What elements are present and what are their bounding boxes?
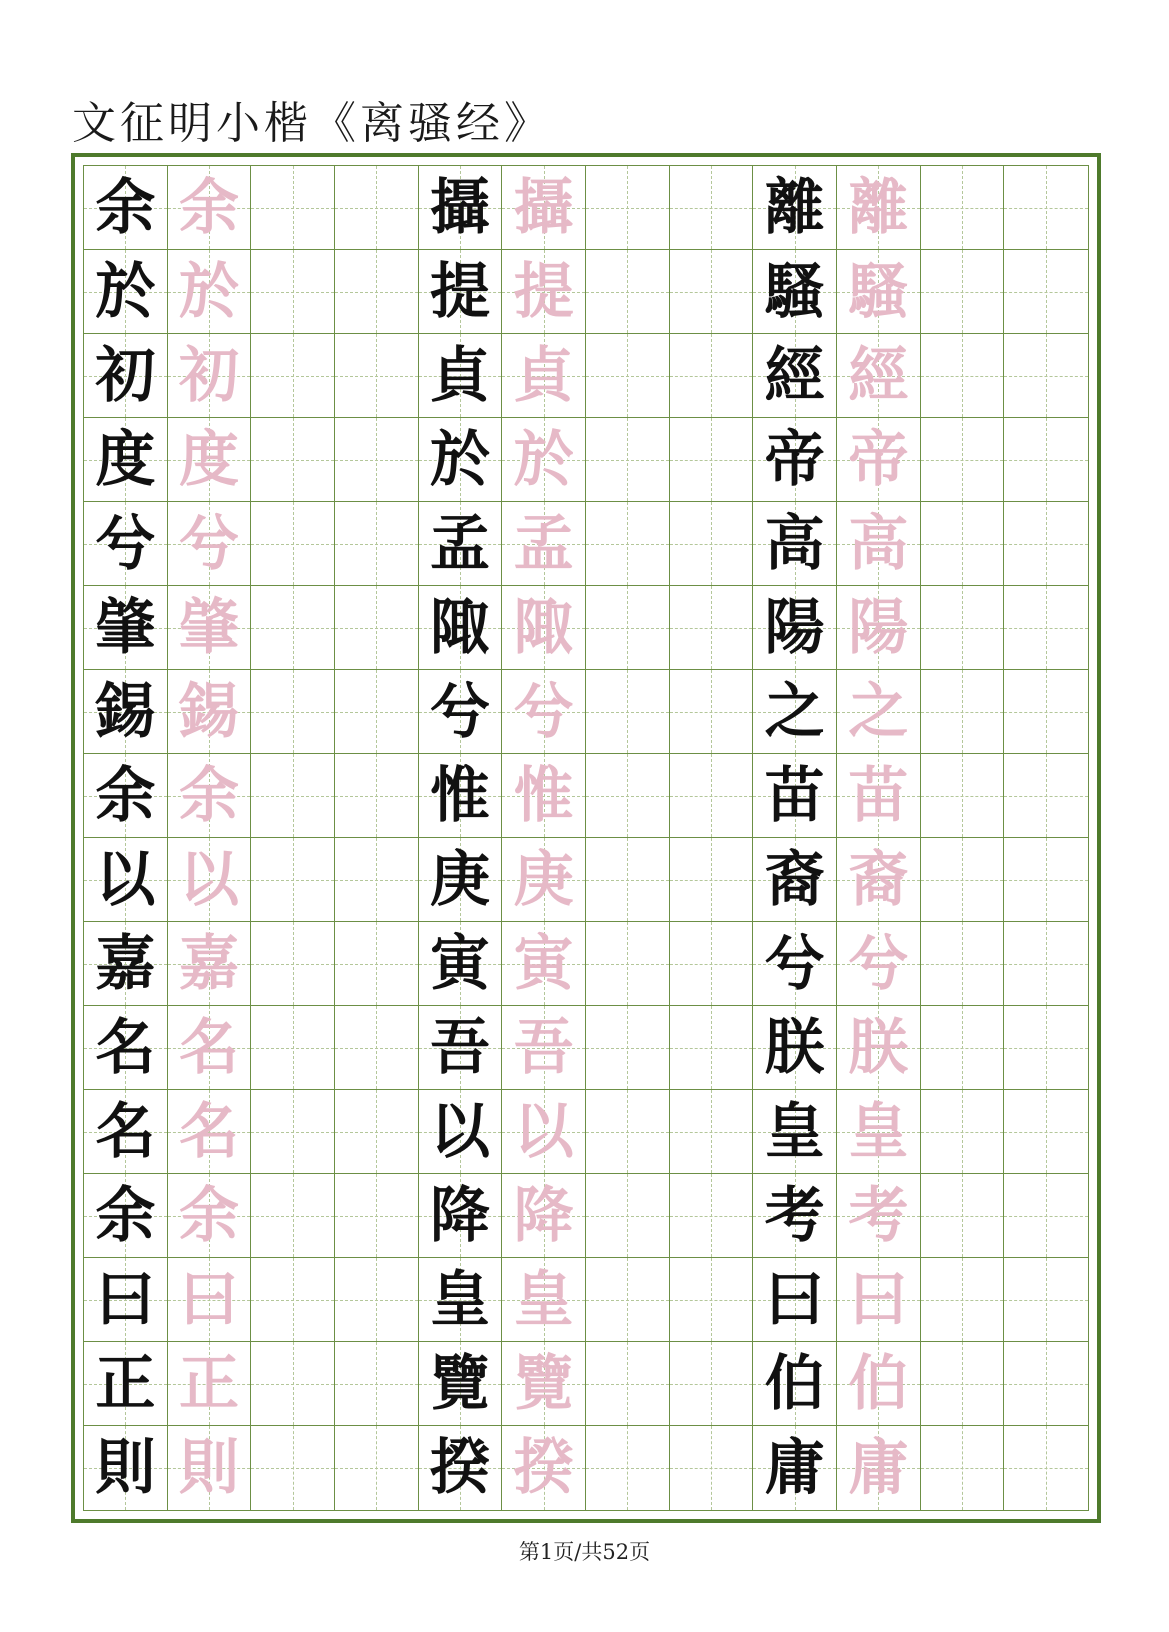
model-character: 朕 xyxy=(764,1012,825,1083)
blank-practice-cell xyxy=(335,838,419,922)
model-character-cell xyxy=(419,502,503,586)
blank-practice-cell xyxy=(335,502,419,586)
blank-practice-cell xyxy=(586,166,670,250)
blank-practice-cell xyxy=(251,1090,335,1174)
blank-practice-cell xyxy=(335,334,419,418)
model-character-cell xyxy=(753,1342,837,1426)
blank-practice-cell xyxy=(251,1006,335,1090)
tracing-character: 裔 xyxy=(848,844,909,915)
model-character: 吾 xyxy=(429,1012,490,1083)
tracing-character-cell xyxy=(837,922,921,1006)
tracing-character-cell xyxy=(502,838,586,922)
practice-grid-frame xyxy=(71,153,1101,1523)
tracing-character: 名 xyxy=(178,1096,239,1167)
tracing-character-cell xyxy=(502,1174,586,1258)
tracing-character-cell xyxy=(502,922,586,1006)
model-character-cell xyxy=(84,922,168,1006)
blank-practice-cell xyxy=(251,922,335,1006)
model-character-cell xyxy=(84,1426,168,1510)
model-character-cell xyxy=(753,586,837,670)
tracing-character-cell xyxy=(502,250,586,334)
model-character: 騷 xyxy=(764,256,825,327)
model-character: 皇 xyxy=(764,1096,825,1167)
tracing-character: 曰 xyxy=(848,1264,909,1335)
tracing-character-cell xyxy=(502,754,586,838)
blank-practice-cell xyxy=(1004,1342,1088,1426)
tracing-character-cell xyxy=(168,754,252,838)
blank-practice-cell xyxy=(251,754,335,838)
blank-practice-cell xyxy=(921,586,1005,670)
model-character-cell xyxy=(419,586,503,670)
blank-practice-cell xyxy=(670,1006,754,1090)
blank-practice-cell xyxy=(1004,418,1088,502)
model-character-cell xyxy=(753,1426,837,1510)
tracing-character-cell xyxy=(502,1258,586,1342)
tracing-character-cell xyxy=(837,838,921,922)
tracing-character-cell xyxy=(168,1006,252,1090)
tracing-character: 覽 xyxy=(513,1348,574,1419)
tracing-character-cell xyxy=(837,670,921,754)
blank-practice-cell xyxy=(1004,670,1088,754)
model-character-cell xyxy=(419,838,503,922)
tracing-character: 騷 xyxy=(848,256,909,327)
tracing-character-cell xyxy=(168,1090,252,1174)
blank-practice-cell xyxy=(335,1174,419,1258)
tracing-character-cell xyxy=(502,586,586,670)
tracing-character: 帝 xyxy=(848,424,909,495)
model-character-cell xyxy=(84,838,168,922)
tracing-character-cell xyxy=(502,1426,586,1510)
blank-practice-cell xyxy=(335,1258,419,1342)
model-character: 裔 xyxy=(764,844,825,915)
model-character-cell xyxy=(84,502,168,586)
model-character: 曰 xyxy=(95,1264,156,1335)
tracing-character: 嘉 xyxy=(178,928,239,999)
blank-practice-cell xyxy=(335,1342,419,1426)
blank-practice-cell xyxy=(586,1426,670,1510)
tracing-character-cell xyxy=(168,1342,252,1426)
model-character: 陽 xyxy=(764,592,825,663)
model-character-cell xyxy=(84,1006,168,1090)
tracing-character: 皇 xyxy=(513,1264,574,1335)
tracing-character: 提 xyxy=(513,256,574,327)
model-character-cell xyxy=(419,1174,503,1258)
model-character: 兮 xyxy=(764,928,825,999)
model-character-cell xyxy=(84,1258,168,1342)
blank-practice-cell xyxy=(921,250,1005,334)
model-character-cell xyxy=(419,1006,503,1090)
tracing-character: 寅 xyxy=(513,928,574,999)
blank-practice-cell xyxy=(251,838,335,922)
tracing-character: 錫 xyxy=(178,676,239,747)
blank-practice-cell xyxy=(335,250,419,334)
model-character: 兮 xyxy=(95,508,156,579)
blank-practice-cell xyxy=(335,754,419,838)
tracing-character: 兮 xyxy=(178,508,239,579)
tracing-character-cell xyxy=(837,502,921,586)
model-character-cell xyxy=(84,334,168,418)
blank-practice-cell xyxy=(921,166,1005,250)
model-character: 陬 xyxy=(429,592,490,663)
model-character-cell xyxy=(753,418,837,502)
model-character-cell xyxy=(84,754,168,838)
blank-practice-cell xyxy=(670,670,754,754)
tracing-character-cell xyxy=(837,334,921,418)
blank-practice-cell xyxy=(251,1258,335,1342)
model-character-cell xyxy=(419,670,503,754)
blank-practice-cell xyxy=(921,838,1005,922)
model-character: 伯 xyxy=(764,1348,825,1419)
blank-practice-cell xyxy=(1004,250,1088,334)
tracing-character: 度 xyxy=(178,424,239,495)
tracing-character: 貞 xyxy=(513,340,574,411)
model-character: 惟 xyxy=(429,760,490,831)
blank-practice-cell xyxy=(251,334,335,418)
blank-practice-cell xyxy=(335,586,419,670)
model-character: 余 xyxy=(95,172,156,243)
tracing-character: 肇 xyxy=(178,592,239,663)
model-character: 降 xyxy=(429,1180,490,1251)
model-character-cell xyxy=(419,754,503,838)
model-character: 余 xyxy=(95,760,156,831)
practice-grid xyxy=(83,165,1089,1511)
blank-practice-cell xyxy=(586,1342,670,1426)
blank-practice-cell xyxy=(670,166,754,250)
model-character: 正 xyxy=(95,1348,156,1419)
model-character: 兮 xyxy=(429,676,490,747)
blank-practice-cell xyxy=(921,1258,1005,1342)
model-character: 苗 xyxy=(764,760,825,831)
tracing-character: 陬 xyxy=(513,592,574,663)
blank-practice-cell xyxy=(670,1174,754,1258)
tracing-character: 初 xyxy=(178,340,239,411)
tracing-character: 以 xyxy=(178,844,239,915)
model-character: 錫 xyxy=(95,676,156,747)
model-character: 庸 xyxy=(764,1433,825,1503)
model-character-cell xyxy=(753,250,837,334)
model-character: 以 xyxy=(429,1096,490,1167)
tracing-character-cell xyxy=(502,1006,586,1090)
tracing-character-cell xyxy=(837,418,921,502)
tracing-character-cell xyxy=(837,1006,921,1090)
blank-practice-cell xyxy=(921,670,1005,754)
tracing-character-cell xyxy=(837,1426,921,1510)
blank-practice-cell xyxy=(251,670,335,754)
blank-practice-cell xyxy=(251,250,335,334)
blank-practice-cell xyxy=(335,670,419,754)
model-character: 揆 xyxy=(429,1433,490,1503)
blank-practice-cell xyxy=(586,502,670,586)
page-title: 文征明小楷《离骚经》 xyxy=(72,98,552,149)
model-character-cell xyxy=(753,502,837,586)
tracing-character: 離 xyxy=(848,172,909,243)
blank-practice-cell xyxy=(670,838,754,922)
model-character: 提 xyxy=(429,256,490,327)
model-character: 於 xyxy=(95,256,156,327)
model-character: 皇 xyxy=(429,1264,490,1335)
model-character: 覽 xyxy=(429,1348,490,1419)
blank-practice-cell xyxy=(251,1426,335,1510)
blank-practice-cell xyxy=(335,1426,419,1510)
model-character: 攝 xyxy=(429,172,490,243)
tracing-character-cell xyxy=(168,418,252,502)
tracing-character: 兮 xyxy=(848,928,909,999)
model-character: 孟 xyxy=(429,508,490,579)
model-character-cell xyxy=(419,418,503,502)
model-character: 余 xyxy=(95,1180,156,1251)
tracing-character: 正 xyxy=(178,1348,239,1419)
blank-practice-cell xyxy=(670,754,754,838)
model-character: 嘉 xyxy=(95,928,156,999)
tracing-character: 皇 xyxy=(848,1096,909,1167)
tracing-character: 攝 xyxy=(513,172,574,243)
blank-practice-cell xyxy=(586,418,670,502)
tracing-character: 陽 xyxy=(848,592,909,663)
tracing-character-cell xyxy=(502,334,586,418)
tracing-character: 庸 xyxy=(848,1433,909,1503)
tracing-character-cell xyxy=(502,166,586,250)
blank-practice-cell xyxy=(921,1006,1005,1090)
model-character-cell xyxy=(84,1342,168,1426)
tracing-character-cell xyxy=(837,1174,921,1258)
blank-practice-cell xyxy=(670,1258,754,1342)
blank-practice-cell xyxy=(1004,1426,1088,1510)
blank-practice-cell xyxy=(251,1342,335,1426)
tracing-character-cell xyxy=(837,166,921,250)
blank-practice-cell xyxy=(1004,1090,1088,1174)
tracing-character: 考 xyxy=(848,1180,909,1251)
tracing-character: 於 xyxy=(178,256,239,327)
model-character-cell xyxy=(753,1174,837,1258)
tracing-character: 苗 xyxy=(848,760,909,831)
tracing-character: 庚 xyxy=(513,844,574,915)
blank-practice-cell xyxy=(251,1174,335,1258)
tracing-character: 名 xyxy=(178,1012,239,1083)
blank-practice-cell xyxy=(921,1426,1005,1510)
model-character-cell xyxy=(753,1258,837,1342)
model-character-cell xyxy=(753,1006,837,1090)
model-character: 度 xyxy=(95,424,156,495)
blank-practice-cell xyxy=(921,418,1005,502)
model-character-cell xyxy=(419,1090,503,1174)
blank-practice-cell xyxy=(586,838,670,922)
model-character-cell xyxy=(753,754,837,838)
blank-practice-cell xyxy=(586,586,670,670)
tracing-character: 之 xyxy=(848,676,909,747)
tracing-character-cell xyxy=(168,1426,252,1510)
blank-practice-cell xyxy=(586,250,670,334)
model-character-cell xyxy=(84,250,168,334)
blank-practice-cell xyxy=(670,586,754,670)
model-character-cell xyxy=(84,1090,168,1174)
blank-practice-cell xyxy=(335,922,419,1006)
tracing-character-cell xyxy=(168,250,252,334)
blank-practice-cell xyxy=(921,922,1005,1006)
blank-practice-cell xyxy=(1004,502,1088,586)
model-character-cell xyxy=(419,1342,503,1426)
model-character: 則 xyxy=(95,1433,156,1503)
blank-practice-cell xyxy=(670,1090,754,1174)
model-character-cell xyxy=(753,1090,837,1174)
model-character: 考 xyxy=(764,1180,825,1251)
tracing-character-cell xyxy=(168,1174,252,1258)
blank-practice-cell xyxy=(1004,586,1088,670)
blank-practice-cell xyxy=(251,586,335,670)
tracing-character-cell xyxy=(168,586,252,670)
blank-practice-cell xyxy=(1004,166,1088,250)
model-character-cell xyxy=(419,1258,503,1342)
model-character-cell xyxy=(84,586,168,670)
blank-practice-cell xyxy=(335,1006,419,1090)
model-character-cell xyxy=(419,166,503,250)
blank-practice-cell xyxy=(335,166,419,250)
tracing-character: 余 xyxy=(178,760,239,831)
model-character: 之 xyxy=(764,676,825,747)
tracing-character-cell xyxy=(837,1342,921,1426)
blank-practice-cell xyxy=(1004,838,1088,922)
model-character-cell xyxy=(753,838,837,922)
blank-practice-cell xyxy=(1004,334,1088,418)
blank-practice-cell xyxy=(586,1090,670,1174)
model-character: 庚 xyxy=(429,844,490,915)
tracing-character-cell xyxy=(502,1090,586,1174)
blank-practice-cell xyxy=(921,334,1005,418)
tracing-character-cell xyxy=(168,922,252,1006)
model-character: 肇 xyxy=(95,592,156,663)
tracing-character-cell xyxy=(837,250,921,334)
model-character-cell xyxy=(753,922,837,1006)
blank-practice-cell xyxy=(921,1342,1005,1426)
blank-practice-cell xyxy=(670,502,754,586)
model-character: 高 xyxy=(764,508,825,579)
model-character: 離 xyxy=(764,172,825,243)
model-character-cell xyxy=(84,166,168,250)
model-character-cell xyxy=(753,166,837,250)
blank-practice-cell xyxy=(586,670,670,754)
model-character-cell xyxy=(419,334,503,418)
tracing-character-cell xyxy=(502,1342,586,1426)
tracing-character: 孟 xyxy=(513,508,574,579)
blank-practice-cell xyxy=(1004,1006,1088,1090)
model-character-cell xyxy=(753,670,837,754)
tracing-character-cell xyxy=(502,502,586,586)
tracing-character: 以 xyxy=(513,1096,574,1167)
tracing-character-cell xyxy=(502,418,586,502)
model-character-cell xyxy=(84,670,168,754)
blank-practice-cell xyxy=(670,250,754,334)
tracing-character: 揆 xyxy=(513,1433,574,1503)
blank-practice-cell xyxy=(586,1258,670,1342)
model-character-cell xyxy=(419,1426,503,1510)
model-character: 於 xyxy=(429,424,490,495)
blank-practice-cell xyxy=(251,418,335,502)
tracing-character-cell xyxy=(837,1258,921,1342)
blank-practice-cell xyxy=(670,418,754,502)
blank-practice-cell xyxy=(921,1174,1005,1258)
tracing-character-cell xyxy=(168,838,252,922)
tracing-character: 兮 xyxy=(513,676,574,747)
blank-practice-cell xyxy=(586,334,670,418)
blank-practice-cell xyxy=(1004,922,1088,1006)
tracing-character: 高 xyxy=(848,508,909,579)
model-character-cell xyxy=(419,922,503,1006)
tracing-character-cell xyxy=(168,334,252,418)
model-character-cell xyxy=(84,1174,168,1258)
blank-practice-cell xyxy=(921,754,1005,838)
tracing-character: 惟 xyxy=(513,760,574,831)
blank-practice-cell xyxy=(586,754,670,838)
tracing-character-cell xyxy=(168,1258,252,1342)
model-character: 曰 xyxy=(764,1264,825,1335)
blank-practice-cell xyxy=(921,1090,1005,1174)
blank-practice-cell xyxy=(1004,1258,1088,1342)
model-character: 以 xyxy=(95,844,156,915)
blank-practice-cell xyxy=(921,502,1005,586)
model-character-cell xyxy=(753,334,837,418)
blank-practice-cell xyxy=(251,166,335,250)
model-character: 帝 xyxy=(764,424,825,495)
tracing-character-cell xyxy=(837,586,921,670)
blank-practice-cell xyxy=(670,334,754,418)
tracing-character: 經 xyxy=(848,340,909,411)
tracing-character: 余 xyxy=(178,1180,239,1251)
model-character: 名 xyxy=(95,1096,156,1167)
tracing-character: 吾 xyxy=(513,1012,574,1083)
model-character: 經 xyxy=(764,340,825,411)
tracing-character-cell xyxy=(502,670,586,754)
model-character-cell xyxy=(84,418,168,502)
blank-practice-cell xyxy=(670,1426,754,1510)
tracing-character: 則 xyxy=(178,1433,239,1503)
tracing-character-cell xyxy=(168,502,252,586)
tracing-character: 伯 xyxy=(848,1348,909,1419)
tracing-character-cell xyxy=(837,1090,921,1174)
blank-practice-cell xyxy=(335,418,419,502)
blank-practice-cell xyxy=(1004,754,1088,838)
page-number: 第1页/共52页 xyxy=(518,1540,651,1564)
tracing-character: 曰 xyxy=(178,1264,239,1335)
model-character-cell xyxy=(419,250,503,334)
tracing-character: 余 xyxy=(178,172,239,243)
tracing-character: 朕 xyxy=(848,1012,909,1083)
blank-practice-cell xyxy=(251,502,335,586)
blank-practice-cell xyxy=(586,1006,670,1090)
model-character: 寅 xyxy=(429,928,490,999)
model-character: 名 xyxy=(95,1012,156,1083)
blank-practice-cell xyxy=(670,922,754,1006)
tracing-character-cell xyxy=(168,670,252,754)
blank-practice-cell xyxy=(586,1174,670,1258)
tracing-character-cell xyxy=(837,754,921,838)
blank-practice-cell xyxy=(1004,1174,1088,1258)
blank-practice-cell xyxy=(670,1342,754,1426)
model-character: 貞 xyxy=(429,340,490,411)
blank-practice-cell xyxy=(335,1090,419,1174)
blank-practice-cell xyxy=(586,922,670,1006)
model-character: 初 xyxy=(95,340,156,411)
tracing-character: 於 xyxy=(513,424,574,495)
tracing-character-cell xyxy=(168,166,252,250)
tracing-character: 降 xyxy=(513,1180,574,1251)
